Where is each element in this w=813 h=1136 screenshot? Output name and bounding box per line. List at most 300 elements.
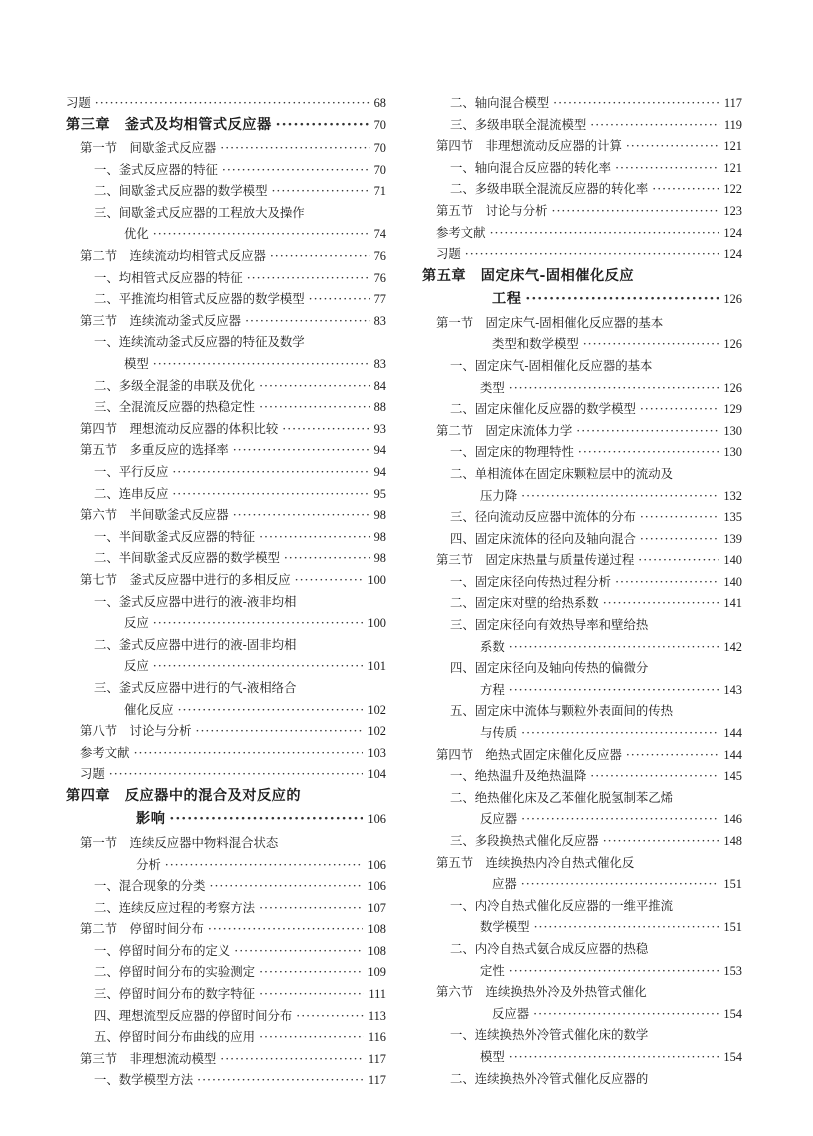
dot-leader [210,875,364,897]
toc-entry-title: 三、多段换热式催化反应器 [450,833,599,848]
toc-page-number: 108 [367,943,386,958]
toc-page-number: 122 [723,182,742,197]
dot-leader [521,485,719,507]
dot-leader [259,375,370,397]
dot-leader [509,1046,720,1068]
toc-entry [66,159,386,181]
toc-entry [66,245,386,267]
toc-entry [422,157,742,179]
toc-page-number: 132 [723,488,742,503]
toc-entry-title: 一、轴向混合反应器的转化率 [450,159,612,175]
dot-leader [615,157,719,179]
toc-page-number: 77 [373,292,386,307]
toc-page-number: 103 [367,745,386,760]
toc-entry [422,981,742,1003]
toc-entry-title: 四、理想流型反应器的停留时间分布 [94,1007,293,1023]
toc-entry-title: 第四节 理想流动反应器的体积比较 [80,420,279,436]
dot-leader [276,114,370,138]
dot-leader [233,504,370,526]
toc-entry-title: 习题 [80,766,105,782]
dot-leader [626,135,720,157]
toc-page-number: 98 [373,529,386,544]
toc-entry-title: 第二节 固定床流体力学 [436,422,573,438]
toc-entry [422,92,742,114]
toc-entry [422,549,742,571]
toc-entry-title: 二、固定床催化反应器的数学模型 [450,401,636,417]
toc-page-number: 88 [373,400,386,415]
toc-entry [422,700,742,722]
toc-entry-title: 四、固定床流体的径向及轴向混合 [450,530,636,546]
toc-entry [66,1026,386,1048]
toc-entry-title: 一、混合现象的分类 [94,878,206,894]
toc-page-number: 106 [367,857,386,872]
toc-entry [422,916,742,938]
dot-leader [638,549,719,571]
dot-leader [626,744,720,766]
toc-entry [66,1005,386,1027]
dot-leader [521,873,720,895]
toc-entry-title: 第五节 讨论与分析 [436,202,548,218]
toc-entry [422,377,742,399]
toc-entry [66,180,386,202]
toc-page-number: 153 [723,963,742,978]
toc-entry-title: 模型 [124,356,149,372]
toc-entry-title: 工程 [492,291,522,308]
toc-entry [66,526,386,548]
toc-entry-title: 压力降 [480,487,518,503]
toc-entry [66,375,386,397]
toc-page-number: 113 [367,1008,386,1023]
toc-entry [422,852,742,874]
dot-leader [134,742,364,764]
dot-leader [109,763,364,785]
dot-leader [296,1005,364,1027]
toc-page-number: 154 [723,1006,742,1021]
toc-entry [66,223,386,245]
dot-leader [153,223,370,245]
toc-entry-title: 一、釜式反应器的特征 [94,161,218,177]
toc-page-number: 84 [373,378,386,393]
toc-entry [422,463,742,485]
dot-leader [259,396,370,418]
toc-entry [66,288,386,310]
dot-leader [603,830,720,852]
toc-entry-title: 二、半间歇釜式反应器的数学模型 [94,550,280,566]
toc-page-number: 143 [723,682,742,697]
toc-entry [66,854,386,876]
toc-entry-title: 第三章 釜式及均相管式反应器 [66,116,272,133]
toc-page-number: 140 [723,574,742,589]
toc-entry [422,178,742,200]
toc-entry [66,310,386,332]
toc-entry-title: 第一节 连续反应器中物料混合状态 [80,834,279,850]
toc-entry [422,571,742,593]
dot-leader [578,441,720,463]
toc-page-number: 116 [367,1030,386,1045]
toc-entry-title: 一、停留时间分布的定义 [94,942,231,958]
dot-leader [590,114,720,136]
toc-entry-title: 一、数学模型方法 [94,1072,194,1088]
dot-leader [583,333,720,355]
toc-entry [66,591,386,613]
toc-entry-title: 二、连续反应过程的考察方法 [94,899,256,915]
toc-entry [422,355,742,377]
toc-entry [66,1048,386,1070]
toc-page-number: 104 [367,767,386,782]
toc-entry [66,353,386,375]
toc-entry [422,222,742,244]
dot-leader [640,528,720,550]
dot-leader [172,483,369,505]
dot-leader [534,916,720,938]
dot-leader [245,310,370,332]
toc-entry [66,569,386,591]
toc-entry [422,114,742,136]
toc-entry-title: 一、半间歇釜式反应器的特征 [94,528,256,544]
toc-entry-title: 类型 [480,379,505,395]
toc-entry-title: 方程 [480,681,505,697]
toc-page-number: 139 [723,531,742,546]
dot-leader [220,137,369,159]
toc-entry [66,418,386,440]
toc-entry-title: 三、径向流动反应器中流体的分布 [450,509,636,525]
dot-leader [259,1026,364,1048]
dot-leader [282,418,369,440]
dot-leader [271,180,369,202]
dot-leader [295,569,364,591]
toc-entry [422,873,742,895]
toc-entry-title: 一、均相管式反应器的特征 [94,269,243,285]
toc-entry [66,396,386,418]
toc-entry-title: 第六节 连续换热外冷及外热管式催化 [436,984,647,1000]
toc-page-number: 93 [373,421,386,436]
dot-leader [652,178,719,200]
toc-entry-title: 一、平行反应 [94,464,169,479]
toc-page-number: 130 [723,445,742,460]
toc-entry-title: 四、固定床径向及轴向传热的偏微分 [450,660,649,676]
toc-page-number: 144 [723,747,742,762]
toc-page-number: 117 [367,1051,386,1066]
toc-page-number: 117 [367,1073,386,1088]
toc-entry [422,243,742,265]
toc-entry [422,420,742,442]
toc-entry [422,288,742,312]
toc-page-number: 124 [723,225,742,240]
toc-entry [66,720,386,742]
toc-entry-title: 五、停留时间分布曲线的应用 [94,1029,256,1045]
dot-leader [509,679,720,701]
toc-entry-title: 第五节 多重反应的选择率 [80,442,229,458]
toc-entry-title: 第四章 反应器中的混合及对反应的 [66,787,302,804]
toc-entry [66,461,386,483]
toc-entry-title: 反应 [124,615,149,631]
toc-page-number: 106 [367,812,386,827]
toc-entry [422,960,742,982]
toc-entry-title: 二、单相流体在固定床颗粒层中的流动及 [450,465,674,481]
toc-entry [66,634,386,656]
dot-leader [259,961,363,983]
toc-entry-title: 二、釜式反应器中进行的液-固非均相 [94,636,297,652]
toc-entry [66,677,386,699]
toc-entry [66,439,386,461]
toc-entry [66,808,386,832]
toc-entry-title: 第四节 非理想流动反应器的计算 [436,138,622,154]
toc-page-number: 126 [723,292,742,307]
dot-leader [603,592,720,614]
dot-leader [552,200,720,222]
toc-page-number: 126 [723,380,742,395]
toc-page-number: 121 [723,139,742,154]
toc-entry [66,785,386,809]
toc-entry-title: 二、连串反应 [94,485,169,501]
toc-entry-title: 一、连续换热外冷管式催化床的数学 [450,1027,649,1043]
toc-entry [66,267,386,289]
dot-leader [309,288,370,310]
toc-page-number: 98 [373,551,386,566]
toc-entry-title: 二、轴向混合模型 [450,95,550,110]
dot-leader [590,765,719,787]
dot-leader [153,655,364,677]
toc-entry-title: 一、连续流动釜式反应器的特征及数学 [94,334,305,350]
dot-leader [640,506,720,528]
toc-entry [422,200,742,222]
toc-entry-title: 三、釜式反应器中进行的气-液相络合 [94,679,297,695]
toc-entry-title: 一、固定床气-固相催化反应器的基本 [450,357,653,373]
toc-entry [66,114,386,138]
dot-leader [509,377,720,399]
toc-entry [422,333,742,355]
toc-entry-title: 一、绝热温升及绝热温降 [450,768,587,784]
toc-entry-title: 第五节 连续换热内冷自热式催化反 [436,854,635,870]
dot-leader [95,92,370,114]
toc-entry-title: 第一节 间歇釜式反应器 [80,140,217,156]
dot-leader [284,547,370,569]
toc-entry [66,832,386,854]
toc-entry [422,1068,742,1090]
toc-entry [66,504,386,526]
dot-leader [509,960,720,982]
toc-entry [422,830,742,852]
dot-leader [165,854,364,876]
toc-entry-title: 二、多级全混釜的串联及优化 [94,377,256,393]
toc-entry [422,312,742,334]
toc-entry [422,398,742,420]
toc-entry [422,722,742,744]
toc-entry-title: 三、间歇釜式反应器的工程放大及操作 [94,204,305,220]
dot-leader [233,439,370,461]
toc-entry-title: 二、绝热催化床及乙苯催化脱氢制苯乙烯 [450,789,674,805]
dot-leader [521,722,719,744]
toc-page-number: 119 [723,117,742,132]
toc-entry [422,528,742,550]
toc-page-number: 130 [723,423,742,438]
dot-leader [220,1048,364,1070]
dot-leader [490,222,720,244]
dot-leader [172,461,369,483]
toc-entry-title: 第七节 釜式反应器中进行的多相反应 [80,571,291,587]
dot-leader [196,720,364,742]
toc-entry-title: 二、停留时间分布的实验测定 [94,964,256,980]
toc-entry [66,612,386,634]
toc-entry [422,506,742,528]
toc-entry-title: 应器 [492,876,517,892]
toc-entry-title: 三、停留时间分布的数字特征 [94,986,256,1002]
toc-entry [66,918,386,940]
toc-page-number: 141 [723,596,742,611]
toc-entry [422,636,742,658]
toc-entry-title: 反应器 [480,811,518,827]
toc-entry-title: 第四节 绝热式固定床催化反应器 [436,746,622,762]
toc-entry [66,1069,386,1091]
toc-entry-title: 优化 [124,226,149,242]
toc-entry [66,897,386,919]
toc-entry-title: 习题 [436,246,461,262]
toc-page-number: 109 [367,965,386,980]
toc-entry-title: 二、连续换热外冷管式催化反应器的 [450,1070,649,1086]
toc-entry-title: 一、内冷自热式催化反应器的一维平推流 [450,897,674,913]
toc-page-number: 154 [723,1049,742,1064]
toc-page-number: 144 [723,726,742,741]
toc-entry [422,1046,742,1068]
dot-leader [153,612,364,634]
dot-leader [525,288,719,312]
dot-leader [259,526,370,548]
toc-entry [66,547,386,569]
toc-entry-title: 二、多级串联全混流反应器的转化率 [450,181,649,197]
dot-leader [465,243,720,265]
toc-entry-title: 催化反应 [124,701,174,717]
dot-leader [509,636,720,658]
toc-entry-title: 定性 [480,962,505,978]
toc-page-number: 76 [373,270,386,285]
toc-entry-title: 一、固定床径向传热过程分析 [450,573,612,589]
toc-page-number: 124 [723,247,742,262]
toc-page-number: 123 [723,203,742,218]
toc-entry-title: 第三节 连续流动釜式反应器 [80,312,242,328]
toc-entry-title: 第三节 非理想流动模型 [80,1050,217,1066]
dot-leader [259,897,363,919]
toc-page-number: 145 [723,769,742,784]
toc-entry-title: 第六节 半间歇釜式反应器 [80,507,229,523]
toc-page-number: 100 [367,616,386,631]
toc-page-number: 106 [367,879,386,894]
toc-entry-title: 类型和数学模型 [492,336,579,352]
toc-page-number: 100 [367,572,386,587]
toc-entry [422,938,742,960]
dot-leader [234,940,363,962]
toc-page-number: 71 [373,184,386,199]
toc-entry [66,875,386,897]
toc-page-number: 68 [373,96,386,110]
toc-page-number: 117 [723,96,742,110]
toc-entry [66,655,386,677]
toc-page-number: 83 [373,313,386,328]
toc-page-number: 151 [723,877,742,892]
toc-entry-title: 第八节 讨论与分析 [80,723,192,739]
toc-entry-title: 影响 [136,811,166,828]
toc-entry [422,265,742,289]
toc-page-number: 70 [373,141,386,156]
toc-entry-title: 三、多级串联全混流模型 [450,116,587,132]
toc-entry-title: 数学模型 [480,919,530,935]
toc-page-number: 95 [373,486,386,501]
toc-entry-title: 系数 [480,638,505,654]
toc-column-left [66,92,386,1091]
dot-leader [533,1003,719,1025]
dot-leader [178,699,364,721]
toc-page-number: 74 [373,227,386,242]
toc-entry [422,679,742,701]
toc-entry-title: 反应 [124,658,149,674]
toc-entry [422,1024,742,1046]
toc-page-number: 121 [723,160,742,175]
toc-page-number: 94 [373,443,386,458]
toc-page-number: 107 [367,900,386,915]
toc-entry [422,135,742,157]
dot-leader [247,267,370,289]
toc-entry [422,808,742,830]
toc-page-number: 98 [373,508,386,523]
toc-entry-title: 参考文献 [80,744,130,760]
dot-leader [169,808,363,832]
toc-page-number: 102 [367,724,386,739]
dot-leader [640,398,720,420]
toc-entry-title: 五、固定床中流体与颗粒外表面间的传热 [450,703,674,719]
toc-page-number: 83 [373,357,386,372]
toc-page-number: 151 [723,920,742,935]
toc-entry-title: 一、釜式反应器中进行的液-液非均相 [94,593,297,609]
toc-entry [66,742,386,764]
toc-page-number: 111 [368,987,386,1002]
toc-page-number: 76 [373,249,386,264]
toc-entry [66,137,386,159]
toc-entry-title: 第五章 固定床气-固相催化反应 [422,267,635,284]
toc-entry-title: 三、全混流反应器的热稳定性 [94,399,256,415]
toc-entry-title: 反应器 [492,1005,530,1021]
toc-page-number: 70 [373,162,386,177]
toc-page-number: 146 [723,812,742,827]
toc-page-number: 126 [723,337,742,352]
toc-entry [66,763,386,785]
toc-page-number: 108 [367,922,386,937]
toc-entry [422,1003,742,1025]
dot-leader [553,92,720,114]
toc-entry-title: 三、固定床径向有效热导率和壁给热 [450,617,649,633]
toc-page-number: 129 [723,402,742,417]
toc-page-number: 148 [723,834,742,848]
toc-entry [66,983,386,1005]
toc-entry [66,483,386,505]
toc-entry [422,895,742,917]
dot-leader [208,918,364,940]
toc-entry [422,592,742,614]
toc-entry [66,202,386,224]
toc-page-number: 94 [373,465,386,479]
toc-page-number: 135 [723,510,742,525]
toc-entry-title: 二、间歇釜式反应器的数学模型 [94,183,268,199]
toc-entry-title: 第二节 停留时间分布 [80,921,204,937]
toc-page-number: 140 [723,553,742,568]
toc-entry-title: 第三节 固定床热量与质量传递过程 [436,552,635,568]
toc-entry-title: 与传质 [480,725,518,741]
dot-leader [615,571,719,593]
dot-leader [259,983,364,1005]
toc-page-number: 70 [373,117,386,132]
toc-entry [422,614,742,636]
toc-column-right [422,92,742,1089]
toc-entry [422,657,742,679]
dot-leader [521,808,719,830]
